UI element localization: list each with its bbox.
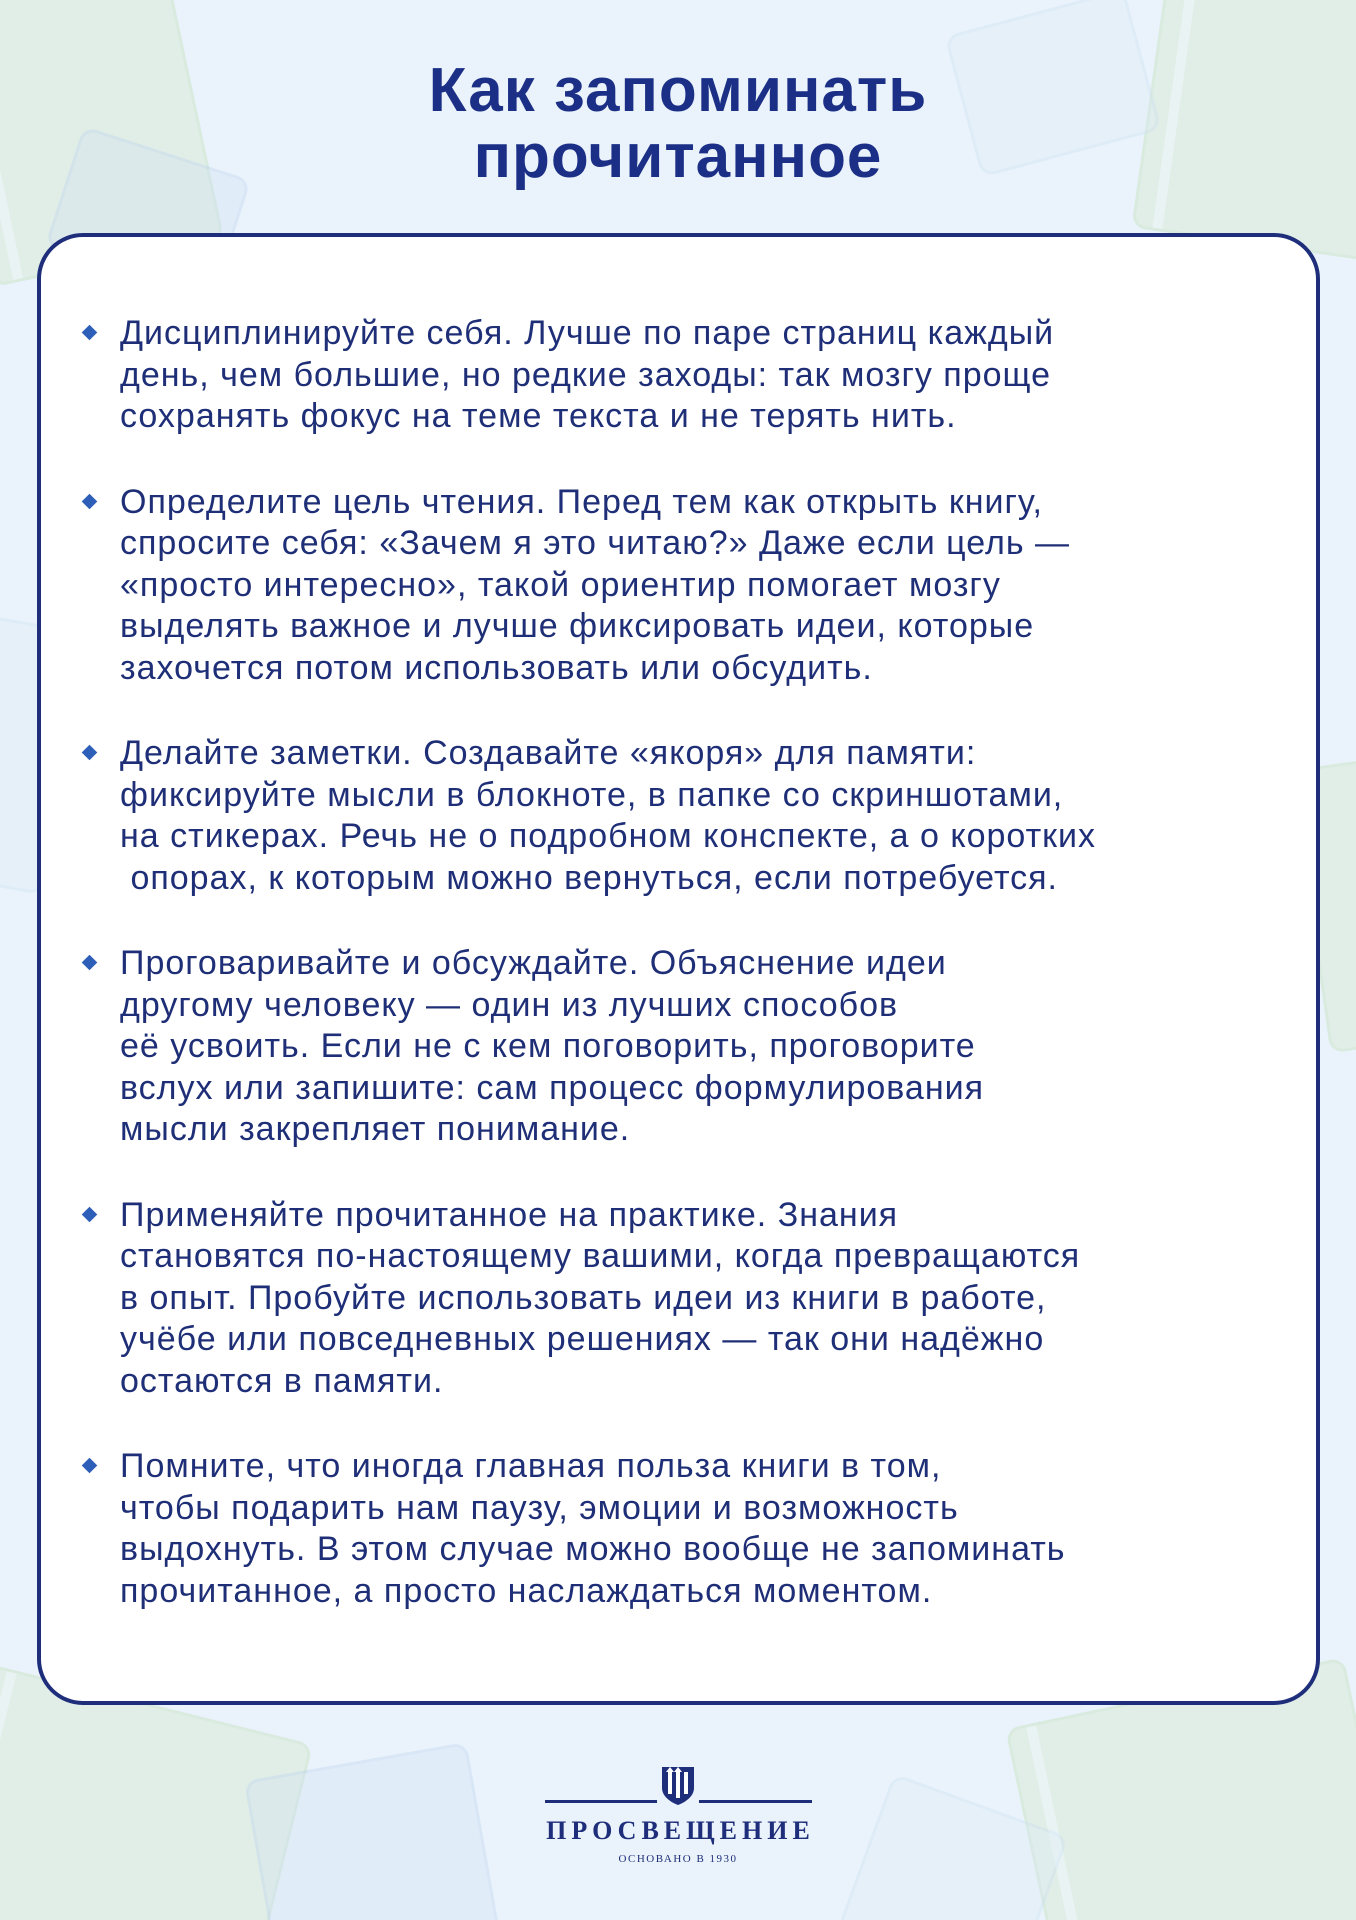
brand-logo	[0, 1762, 1356, 1872]
tip-item	[120, 313, 1286, 438]
diamond-bullet-icon	[82, 955, 98, 971]
tips-list	[120, 313, 1286, 1612]
brand-name: ПРОСВЕЩЕНИЕ	[546, 1816, 815, 1845]
title-line-1: Как запоминать	[428, 56, 928, 125]
tip-item	[120, 482, 1286, 690]
diamond-bullet-icon	[82, 745, 98, 761]
title-line-2: прочитанное	[473, 122, 883, 191]
tip-text: Применяйте прочитанное на практике. Знания становятся по-настоящему вашими, когда превращаются в опыт. Пробуйте использовать идеи из книги в работе, учёбе или повседневных решениях — так они надёжно остаются в памяти.	[120, 1195, 1081, 1400]
tips-card	[37, 233, 1320, 1705]
logo-divider-right	[699, 1800, 812, 1803]
diamond-bullet-icon	[82, 1458, 98, 1474]
diamond-bullet-icon	[82, 325, 98, 341]
logo-divider-left	[545, 1800, 657, 1803]
shield-logo-icon	[660, 1764, 696, 1806]
tip-text: Проговаривайте и обсуждайте. Объяснение идеи другому человеку — один из лучших способов её усвоить. Если не с кем поговорить, проговорите вслух или запишите: сам процесс формулирования мысли закрепляет понимание.	[120, 944, 985, 1148]
brand-tagline: ОСНОВАНО В 1930	[618, 1853, 738, 1865]
tip-text: Дисциплинируйте себя. Лучше по паре страниц каждый день, чем большие, но редкие заходы: так мозгу проще сохранять фокус на теме текста и не терять нить.	[120, 314, 1055, 435]
tip-text: Делайте заметки. Создавайте «якоря» для памяти: фиксируйте мысли в блокноте, в папке со скриншотами, на стикерах. Речь не о подробном конспекте, а о коротких опорах, к которым можно вернуться, если потребуется.	[120, 734, 1097, 897]
tip-item	[120, 733, 1286, 899]
tip-text: Помните, что иногда главная польза книги в том, чтобы подарить нам паузу, эмоции и возможность выдохнуть. В этом случае можно вообще не запоминать прочитанное, а просто наслаждаться моментом.	[120, 1447, 1066, 1610]
tip-text: Определите цель чтения. Перед тем как открыть книгу, спросите себя: «Зачем я это читаю?» Даже если цель — «просто интересно», такой ориентир помогает мозгу выделять важное и лучше фиксировать идеи, которые захочется потом использовать или обсудить.	[120, 482, 1071, 687]
diamond-bullet-icon	[82, 1206, 98, 1222]
diamond-bullet-icon	[82, 493, 98, 509]
tip-item	[120, 943, 1286, 1151]
page-title	[0, 58, 1356, 190]
tip-item	[120, 1446, 1286, 1612]
tip-item	[120, 1195, 1286, 1403]
